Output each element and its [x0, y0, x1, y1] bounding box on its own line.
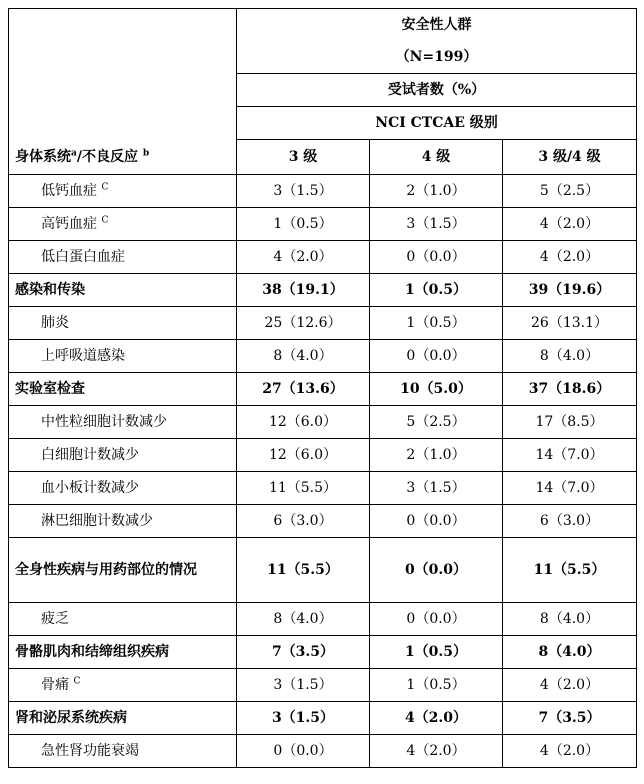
cell-g4: 3（1.5）	[370, 472, 503, 505]
table-row	[9, 241, 637, 274]
cell-g34: 4（2.0）	[503, 241, 637, 274]
cell-g4: 4（2.0）	[370, 702, 503, 735]
cell-g4: 0（0.0）	[370, 538, 503, 603]
body-system-name: 肾和泌尿系统疾病	[9, 702, 237, 735]
adverse-reaction-name: 上呼吸道感染	[9, 340, 237, 373]
population-header: 安全性人群	[237, 9, 637, 42]
cell-g4: 1（0.5）	[370, 669, 503, 702]
cell-g4: 1（0.5）	[370, 307, 503, 340]
n-header: （N=199）	[237, 41, 637, 74]
table-row	[9, 406, 637, 439]
cell-g3: 12（6.0）	[237, 439, 370, 472]
body-system-name: 全身性疾病与用药部位的情况	[9, 538, 237, 603]
adverse-reaction-name: 中性粒细胞计数减少	[9, 406, 237, 439]
table-row	[9, 274, 637, 307]
table-row	[9, 702, 637, 735]
table-row	[9, 439, 637, 472]
table-row	[9, 208, 637, 241]
cell-g34: 26（13.1）	[503, 307, 637, 340]
cell-g34: 8（4.0）	[503, 340, 637, 373]
cell-g34: 8（4.0）	[503, 603, 637, 636]
cell-g4: 4（2.0）	[370, 735, 503, 768]
adverse-reaction-name: 低钙血症 $^C$	[9, 175, 237, 208]
grade-3-header: 3 级	[237, 140, 370, 175]
cell-g3: 6（3.0）	[237, 505, 370, 538]
cell-g34: 7（3.5）	[503, 702, 637, 735]
cell-g4: 10（5.0）	[370, 373, 503, 406]
adverse-reaction-name: 疲乏	[9, 603, 237, 636]
grade-3-4-header: 3 级/4 级	[503, 140, 637, 175]
cell-g3: 11（5.5）	[237, 538, 370, 603]
cell-g3: 11（5.5）	[237, 472, 370, 505]
adverse-reaction-name: 血小板计数减少	[9, 472, 237, 505]
cell-g3: 25（12.6）	[237, 307, 370, 340]
cell-g4: 0（0.0）	[370, 241, 503, 274]
cell-g3: 8（4.0）	[237, 603, 370, 636]
cell-g34: 11（5.5）	[503, 538, 637, 603]
cell-g34: 4（2.0）	[503, 735, 637, 768]
body-system-name: 骨骼肌肉和结缔组织疾病	[9, 636, 237, 669]
grade-label-header: NCI CTCAE 级别	[237, 107, 637, 140]
cell-g4: 3（1.5）	[370, 208, 503, 241]
adverse-reaction-name: 急性肾功能衰竭	[9, 735, 237, 768]
body-system-name: 感染和传染	[9, 274, 237, 307]
table-row	[9, 373, 637, 406]
adverse-reaction-name: 淋巴细胞计数减少	[9, 505, 237, 538]
table-row	[9, 735, 637, 768]
adverse-reaction-name: 低白蛋白血症	[9, 241, 237, 274]
table-row	[9, 669, 637, 702]
table-row	[9, 175, 637, 208]
adverse-reaction-name: 白细胞计数减少	[9, 439, 237, 472]
cell-g3: 4（2.0）	[237, 241, 370, 274]
adverse-reaction-name: 肺炎	[9, 307, 237, 340]
cell-g4: 2（1.0）	[370, 439, 503, 472]
cell-g3: 8（4.0）	[237, 340, 370, 373]
cell-g3: 12（6.0）	[237, 406, 370, 439]
adverse-reaction-name: 高钙血症 $^C$	[9, 208, 237, 241]
cell-g3: 7（3.5）	[237, 636, 370, 669]
adverse-events-table	[8, 8, 637, 768]
cell-g3: 38（19.1）	[237, 274, 370, 307]
cell-g3: 0（0.0）	[237, 735, 370, 768]
table-row	[9, 538, 637, 603]
column-header-system: 身体系统$^a$/不良反应 $^b$	[9, 9, 237, 175]
table-row	[9, 603, 637, 636]
cell-g4: 2（1.0）	[370, 175, 503, 208]
cell-g34: 8（4.0）	[503, 636, 637, 669]
cell-g3: 3（1.5）	[237, 669, 370, 702]
cell-g34: 14（7.0）	[503, 472, 637, 505]
cell-g34: 37（18.6）	[503, 373, 637, 406]
grade-4-header: 4 级	[370, 140, 503, 175]
cell-g3: 1（0.5）	[237, 208, 370, 241]
table-row	[9, 505, 637, 538]
table-row	[9, 472, 637, 505]
cell-g4: 1（0.5）	[370, 636, 503, 669]
cell-g34: 4（2.0）	[503, 208, 637, 241]
subjects-pct-header: 受试者数（%）	[237, 74, 637, 107]
table-row	[9, 340, 637, 373]
cell-g4: 0（0.0）	[370, 603, 503, 636]
cell-g34: 17（8.5）	[503, 406, 637, 439]
cell-g3: 3（1.5）	[237, 175, 370, 208]
cell-g34: 39（19.6）	[503, 274, 637, 307]
cell-g34: 5（2.5）	[503, 175, 637, 208]
cell-g34: 6（3.0）	[503, 505, 637, 538]
cell-g3: 27（13.6）	[237, 373, 370, 406]
body-system-name: 实验室检查	[9, 373, 237, 406]
cell-g34: 14（7.0）	[503, 439, 637, 472]
table-row	[9, 636, 637, 669]
cell-g4: 0（0.0）	[370, 340, 503, 373]
cell-g3: 3（1.5）	[237, 702, 370, 735]
cell-g34: 4（2.0）	[503, 669, 637, 702]
cell-g4: 0（0.0）	[370, 505, 503, 538]
table-row	[9, 307, 637, 340]
cell-g4: 1（0.5）	[370, 274, 503, 307]
cell-g4: 5（2.5）	[370, 406, 503, 439]
adverse-reaction-name: 骨痛 $^C$	[9, 669, 237, 702]
